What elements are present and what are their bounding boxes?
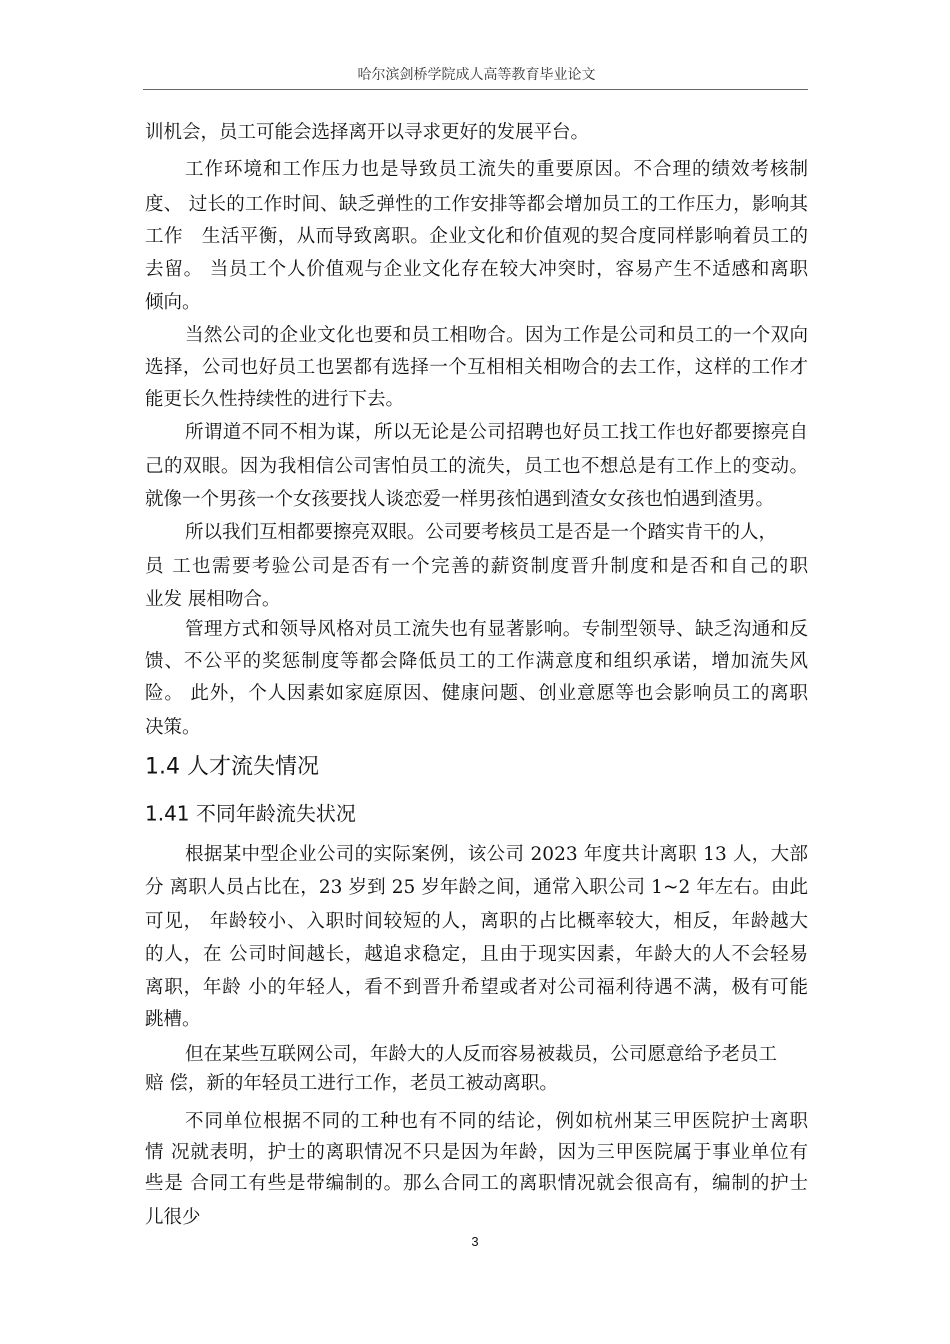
text-line: 所谓道不同不相为谋，所以无论是公司招聘也好员工找工作也好都要擦亮自	[185, 422, 808, 443]
text-line: 决策。	[145, 717, 201, 738]
text-line: 员 工也需要考验公司是否有一个完善的薪资制度晋升制度和是否和自己的职	[145, 556, 808, 577]
header-rule	[143, 89, 808, 90]
subsection-heading: 1.41 不同年龄流失状况	[145, 801, 356, 826]
text-line: 情 况就表明，护士的离职情况不只是因为年龄，因为三甲医院属于事业单位有	[145, 1142, 808, 1163]
text-line: 能更长久性持续性的进行下去。	[145, 389, 405, 410]
text-line: 倾向。	[145, 292, 201, 313]
text-line: 根据某中型企业公司的实际案例，该公司 2023 年度共计离职 13 人，大部	[185, 844, 808, 865]
text-line: 训机会，员工可能会选择离开以寻求更好的发展平台。	[145, 122, 590, 143]
section-heading: 1.4 人才流失情况	[145, 754, 319, 780]
text-line: 可见， 年龄较小、入职时间较短的人，离职的占比概率较大，相反，年龄越大	[145, 911, 808, 932]
text-line: 儿很少	[145, 1207, 201, 1228]
text-line: 当然公司的企业文化也要和员工相吻合。因为工作是公司和员工的一个双向	[185, 325, 808, 346]
text-line: 些是 合同工有些是带编制的。那么合同工的离职情况就会很高有，编制的护士	[145, 1173, 808, 1194]
text-line: 选择，公司也好员工也罢都有选择一个互相相关相吻合的去工作，这样的工作才	[145, 357, 808, 378]
text-line: 业发 展相吻合。	[145, 589, 281, 610]
text-line: 就像一个男孩一个女孩要找人谈恋爱一样男孩怕遇到渣女女孩也怕遇到渣男。	[145, 489, 775, 510]
text-line: 离职，年龄 小的年轻人，看不到晋升希望或者对公司福利待遇不满，极有可能	[145, 977, 808, 998]
text-line: 分 离职人员占比在，23 岁到 25 岁年龄之间，通常入职公司 1~2 年左右。由此	[145, 877, 808, 898]
text-line: 工作 生活平衡，从而导致离职。企业文化和价值观的契合度同样影响着员工的	[145, 226, 808, 247]
text-line: 去留。 当员工个人价值观与企业文化存在较大冲突时，容易产生不适感和离职	[145, 259, 808, 280]
text-line: 但在某些互联网公司，年龄大的人反而容易被裁员，公司愿意给予老员工	[185, 1044, 778, 1065]
text-line: 工作环境和工作压力也是导致员工流失的重要原因。不合理的绩效考核制	[185, 159, 808, 180]
page-number: 3	[471, 1234, 479, 1249]
text-line: 所以我们互相都要擦亮双眼。公司要考核员工是否是一个踏实肯干的人，	[185, 522, 778, 543]
text-line: 己的双眼。因为我相信公司害怕员工的流失，员工也不想总是有工作上的变动。	[145, 456, 808, 477]
text-line: 度、 过长的工作时间、缺乏弹性的工作安排等都会增加员工的工作压力，影响其	[145, 194, 808, 215]
text-line: 管理方式和领导风格对员工流失也有显著影响。专制型领导、缺乏沟通和反	[185, 619, 808, 640]
running-header: 哈尔滨剑桥学院成人高等教育毕业论文	[357, 67, 596, 83]
text-line: 跳槽。	[145, 1009, 201, 1030]
text-line: 赔 偿，新的年轻员工进行工作，老员工被动离职。	[145, 1073, 558, 1094]
text-line: 险。 此外，个人因素如家庭原因、健康问题、创业意愿等也会影响员工的离职	[145, 683, 808, 704]
text-line: 不同单位根据不同的工种也有不同的结论，例如杭州某三甲医院护士离职	[185, 1111, 808, 1132]
text-line: 的人，在 公司时间越长，越追求稳定，且由于现实因素，年龄大的人不会轻易	[145, 944, 808, 965]
text-line: 馈、不公平的奖惩制度等都会降低员工的工作满意度和组织承诺，增加流失风	[145, 651, 808, 672]
